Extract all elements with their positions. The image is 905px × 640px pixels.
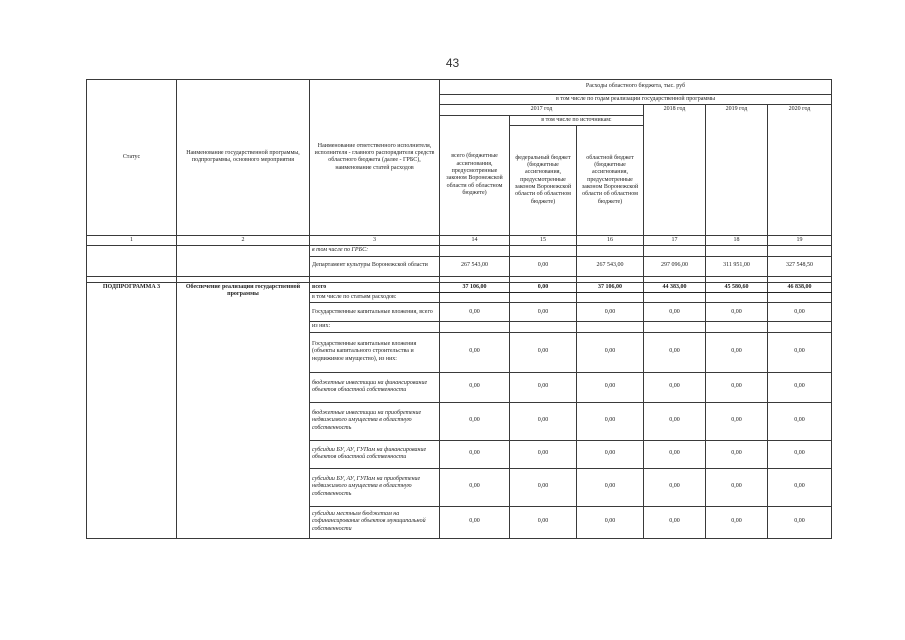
cell-value: 46 838,00	[768, 282, 832, 292]
cell-value: 0,00	[440, 468, 510, 506]
col-number: 2	[177, 235, 310, 245]
cell-value: 0,00	[510, 256, 577, 276]
cell-value: 0,00	[440, 372, 510, 402]
cell-value: 0,00	[768, 332, 832, 372]
cell-value	[644, 246, 706, 256]
cell-value: 0,00	[510, 506, 577, 538]
cell-value: 0,00	[577, 402, 644, 440]
cell-value: 45 580,60	[706, 282, 768, 292]
cell-value: 0,00	[706, 440, 768, 468]
col-number: 16	[577, 235, 644, 245]
cell-value	[510, 246, 577, 256]
cell-value: 0,00	[768, 468, 832, 506]
row-label: всего	[310, 282, 440, 292]
cell-value	[706, 246, 768, 256]
row-label: субсидии местным бюджетам на софинансирование объектов муниципальной собственности	[310, 506, 440, 538]
cell-value: 0,00	[706, 332, 768, 372]
cell-value: 37 106,00	[440, 282, 510, 292]
row-label: бюджетные инвестиции на финансирование объектов областной собственности	[310, 372, 440, 402]
header-year-2019: 2019 год	[706, 105, 768, 236]
cell-value: 0,00	[510, 303, 577, 322]
header-expenses-title: Расходы областного бюджета, тыс. руб	[440, 80, 832, 95]
cell-value: 267 543,00	[440, 256, 510, 276]
row-label: бюджетные инвестиции на приобретение недвижимого имущества в областную собственность	[310, 402, 440, 440]
cell-value: 0,00	[510, 468, 577, 506]
cell-value	[577, 322, 644, 332]
cell-value: 0,00	[577, 506, 644, 538]
col-number: 1	[87, 235, 177, 245]
cell-value: 0,00	[510, 440, 577, 468]
cell-value	[644, 322, 706, 332]
name-cell-empty	[177, 246, 310, 276]
cell-value: 0,00	[644, 440, 706, 468]
cell-value	[510, 322, 577, 332]
header-year-2020: 2020 год	[768, 105, 832, 236]
cell-value: 0,00	[440, 402, 510, 440]
cell-value: 0,00	[706, 402, 768, 440]
cell-value: 0,00	[706, 468, 768, 506]
header-federal-col: федеральный бюджет (бюджетные ассигнования, предусмотренные законом Воронежской области об областном бюджете)	[510, 125, 577, 235]
row-label: субсидии БУ, АУ, ГУПам на приобретение недвижимого имущества в областную собственность	[310, 468, 440, 506]
cell-value: 327 548,50	[768, 256, 832, 276]
cell-value: 311 951,00	[706, 256, 768, 276]
cell-value: 0,00	[577, 332, 644, 372]
col-number: 19	[768, 235, 832, 245]
cell-value: 0,00	[577, 440, 644, 468]
header-year-2018: 2018 год	[644, 105, 706, 236]
cell-value	[440, 322, 510, 332]
row-label: в том числе по статьям расходов:	[310, 292, 440, 302]
cell-value	[644, 292, 706, 302]
cell-value: 0,00	[440, 332, 510, 372]
header-program-name: Наименование государственной программы, подпрограммы, основного мероприятия	[177, 80, 310, 236]
cell-value: 0,00	[644, 468, 706, 506]
cell-value: 0,00	[440, 506, 510, 538]
cell-value: 0,00	[510, 332, 577, 372]
cell-value: 0,00	[577, 468, 644, 506]
budget-table	[86, 79, 832, 539]
row-label: Государственные капитальные вложения, всего	[310, 303, 440, 322]
cell-value: 0,00	[644, 372, 706, 402]
cell-value	[768, 322, 832, 332]
header-by-years: в том числе по годам реализации государственной программы	[440, 95, 832, 105]
cell-value: 44 383,00	[644, 282, 706, 292]
cell-value: 0,00	[706, 372, 768, 402]
subprogram-name: Обеспечение реализации государственной программы	[177, 282, 310, 538]
col-number: 3	[310, 235, 440, 245]
cell-value: 0,00	[706, 506, 768, 538]
cell-value: 0,00	[577, 303, 644, 322]
cell-value	[440, 246, 510, 256]
cell-value: 0,00	[768, 303, 832, 322]
row-label: в том числе по ГРБС:	[310, 246, 440, 256]
row-label: Государственные капитальные вложения (объекты капитального строительства и недвижимое имущество), из них:	[310, 332, 440, 372]
header-status: Статус	[87, 80, 177, 236]
cell-value: 0,00	[577, 372, 644, 402]
col-number: 17	[644, 235, 706, 245]
subprogram-status: ПОДПРОГРАММА 3	[87, 282, 177, 538]
header-total-col: всего (бюджетные ассигнования, предусмотренные законом Воронежской области об областном бюджете)	[440, 115, 510, 235]
cell-value	[768, 246, 832, 256]
cell-value: 0,00	[440, 440, 510, 468]
cell-value	[577, 246, 644, 256]
col-number: 15	[510, 235, 577, 245]
header-year-2017: 2017 год	[440, 105, 644, 115]
cell-value: 297 096,00	[644, 256, 706, 276]
cell-value: 0,00	[510, 402, 577, 440]
cell-value	[440, 292, 510, 302]
cell-value: 0,00	[644, 506, 706, 538]
cell-value: 0,00	[644, 402, 706, 440]
cell-value: 0,00	[510, 282, 577, 292]
cell-value: 0,00	[768, 372, 832, 402]
header-executor: Наименование ответственного исполнителя, исполнителя - главного распорядителя средств областного бюджета (далее - ГРБС), наименование статей расходов	[310, 80, 440, 236]
col-number: 14	[440, 235, 510, 245]
status-cell-empty	[87, 246, 177, 276]
row-label: субсидии БУ, АУ, ГУПам на финансирование объектов областной собственности	[310, 440, 440, 468]
cell-value	[577, 292, 644, 302]
cell-value: 0,00	[644, 332, 706, 372]
header-by-sources: в том числе по источникам:	[510, 115, 644, 125]
cell-value: 0,00	[768, 506, 832, 538]
cell-value: 0,00	[440, 303, 510, 322]
header-regional-col: областной бюджет (бюджетные ассигнования, предусмотренные законом Воронежской области об областном бюджете)	[577, 125, 644, 235]
cell-value	[706, 322, 768, 332]
cell-value: 0,00	[706, 303, 768, 322]
row-label: Департамент культуры Воронежской области	[310, 256, 440, 276]
cell-value	[768, 292, 832, 302]
cell-value: 0,00	[644, 303, 706, 322]
page-number: 43	[445, 56, 460, 70]
cell-value: 0,00	[768, 440, 832, 468]
cell-value	[510, 292, 577, 302]
cell-value	[706, 292, 768, 302]
cell-value: 37 106,00	[577, 282, 644, 292]
cell-value: 0,00	[768, 402, 832, 440]
cell-value: 0,00	[510, 372, 577, 402]
cell-value: 267 543,00	[577, 256, 644, 276]
col-number: 18	[706, 235, 768, 245]
row-label: из них:	[310, 322, 440, 332]
